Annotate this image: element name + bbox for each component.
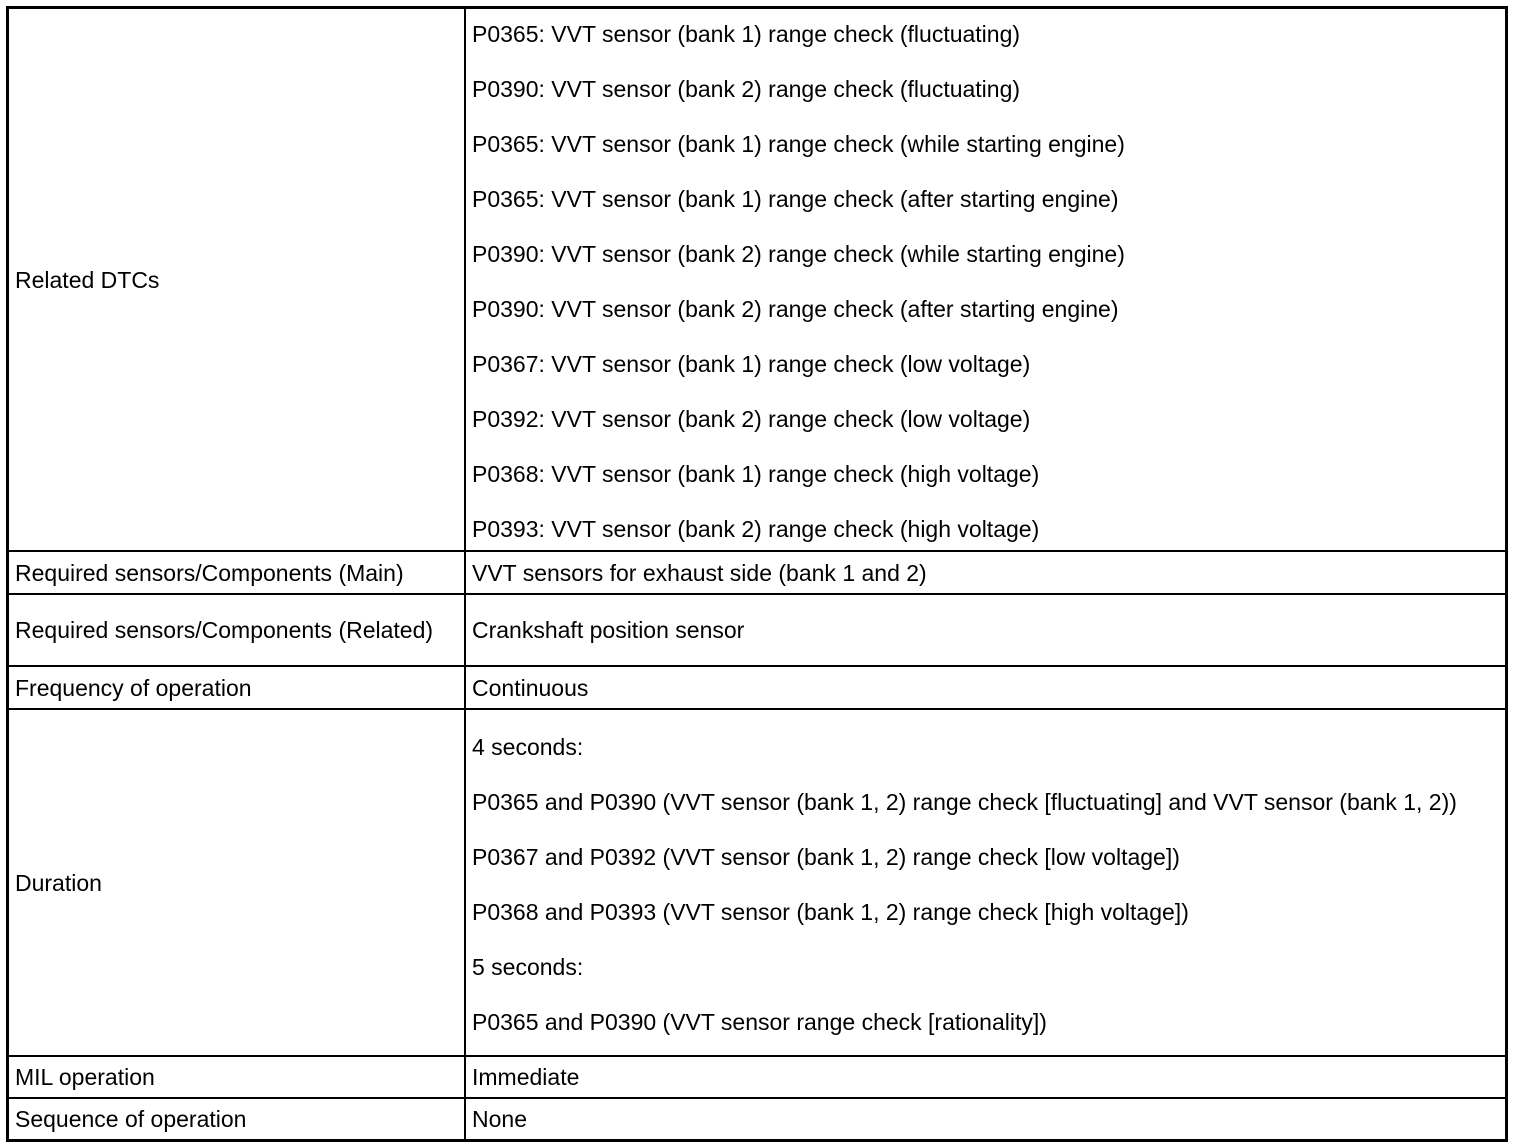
dtc-specification-table <box>6 6 1508 1142</box>
dtc-item: P0390: VVT sensor (bank 2) range check (while starting engine) <box>472 241 1125 267</box>
dtc-item: P0365: VVT sensor (bank 1) range check (fluctuating) <box>472 21 1021 47</box>
table-row-required-main <box>8 551 1507 594</box>
row-value <box>465 709 1507 1056</box>
row-label: Frequency of operation <box>8 666 466 709</box>
duration-item: 5 seconds: <box>472 954 584 980</box>
table-row-required-related <box>8 594 1507 666</box>
row-label: Related DTCs <box>8 8 466 552</box>
row-value: Immediate <box>465 1056 1507 1098</box>
dtc-item: P0390: VVT sensor (bank 2) range check (fluctuating) <box>472 76 1021 102</box>
table-row-frequency <box>8 666 1507 709</box>
table-row-related-dtcs <box>8 8 1507 552</box>
dtc-item: P0367: VVT sensor (bank 1) range check (low voltage) <box>472 351 1031 377</box>
row-value: VVT sensors for exhaust side (bank 1 and 2) <box>465 551 1507 594</box>
table-row-sequence <box>8 1098 1507 1140</box>
dtc-item: P0365: VVT sensor (bank 1) range check (after starting engine) <box>472 186 1119 212</box>
row-value: Continuous <box>465 666 1507 709</box>
row-label: MIL operation <box>8 1056 466 1098</box>
duration-item: 4 seconds: <box>472 734 584 760</box>
table-row-duration <box>8 709 1507 1056</box>
row-value: Crankshaft position sensor <box>465 594 1507 666</box>
dtc-item: P0393: VVT sensor (bank 2) range check (high voltage) <box>472 516 1040 542</box>
row-label: Sequence of operation <box>8 1098 466 1140</box>
row-label: Duration <box>8 709 466 1056</box>
dtc-item: P0392: VVT sensor (bank 2) range check (low voltage) <box>472 406 1031 432</box>
dtc-item: P0368: VVT sensor (bank 1) range check (high voltage) <box>472 461 1040 487</box>
dtc-item: P0365: VVT sensor (bank 1) range check (while starting engine) <box>472 131 1125 157</box>
row-value <box>465 8 1507 552</box>
dtc-item: P0390: VVT sensor (bank 2) range check (after starting engine) <box>472 296 1119 322</box>
duration-item: P0368 and P0393 (VVT sensor (bank 1, 2) range check [high voltage]) <box>472 899 1189 925</box>
duration-item: P0365 and P0390 (VVT sensor range check [rationality]) <box>472 1009 1047 1035</box>
duration-item: P0367 and P0392 (VVT sensor (bank 1, 2) range check [low voltage]) <box>472 844 1180 870</box>
table-row-mil-operation <box>8 1056 1507 1098</box>
row-label: Required sensors/Components (Related) <box>8 594 466 666</box>
duration-item: P0365 and P0390 (VVT sensor (bank 1, 2) range check [fluctuating] and VVT sensor (bank 1, 2)) <box>472 789 1457 815</box>
row-value: None <box>465 1098 1507 1140</box>
row-label: Required sensors/Components (Main) <box>8 551 466 594</box>
